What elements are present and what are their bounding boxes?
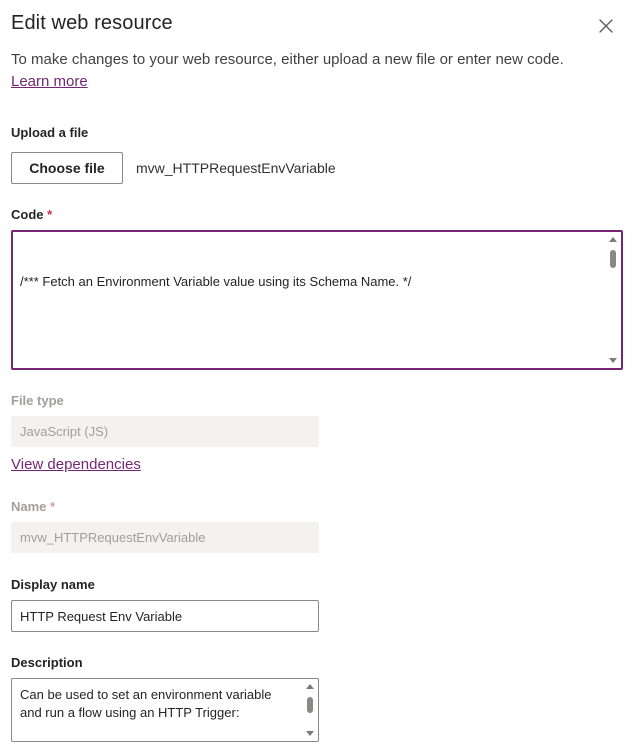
view-dependencies-link[interactable]: View dependencies bbox=[11, 456, 141, 473]
description-line bbox=[20, 740, 302, 742]
display-name-label: Display name bbox=[11, 577, 95, 592]
scroll-up-arrow-icon[interactable] bbox=[306, 684, 314, 689]
uploaded-file-name: mvw_HTTPRequestEnvVariable bbox=[136, 160, 336, 176]
close-icon bbox=[594, 14, 618, 38]
file-type-label: File type bbox=[11, 393, 64, 408]
code-label-text: Code bbox=[11, 207, 44, 222]
code-label bbox=[11, 207, 52, 222]
scroll-down-arrow-icon[interactable] bbox=[609, 358, 617, 363]
upload-label: Upload a file bbox=[11, 125, 89, 140]
choose-file-button[interactable]: Choose file bbox=[11, 152, 123, 184]
required-marker: * bbox=[50, 499, 56, 514]
panel-title: Edit web resource bbox=[11, 12, 173, 34]
name-label bbox=[11, 499, 55, 514]
required-marker: * bbox=[47, 207, 53, 222]
description-content bbox=[20, 686, 302, 742]
intro-text: To make changes to your web resource, either upload a new file or enter new code. bbox=[11, 51, 564, 68]
display-name-input[interactable]: HTTP Request Env Variable bbox=[11, 600, 319, 632]
scroll-thumb[interactable] bbox=[610, 250, 616, 268]
close-button[interactable] bbox=[594, 14, 618, 38]
description-label: Description bbox=[11, 655, 83, 670]
file-type-field: JavaScript (JS) bbox=[11, 416, 319, 447]
description-line bbox=[20, 722, 302, 740]
scroll-down-arrow-icon[interactable] bbox=[306, 731, 314, 736]
code-line: /*** Fetch an Environment Variable value using its Schema Name. */ bbox=[20, 274, 412, 289]
code-editor[interactable] bbox=[11, 230, 623, 370]
description-line: Can be used to set an environment variable bbox=[20, 687, 272, 702]
learn-more-link[interactable]: Learn more bbox=[11, 73, 88, 90]
description-line: and run a flow using an HTTP Trigger: bbox=[20, 705, 240, 720]
description-textarea[interactable] bbox=[11, 678, 319, 742]
name-field: mvw_HTTPRequestEnvVariable bbox=[11, 522, 319, 553]
code-line bbox=[20, 324, 411, 341]
code-scrollbar[interactable] bbox=[607, 234, 619, 366]
scroll-thumb[interactable] bbox=[307, 697, 313, 713]
name-label-text: Name bbox=[11, 499, 47, 514]
description-scrollbar[interactable] bbox=[304, 681, 316, 739]
scroll-up-arrow-icon[interactable] bbox=[609, 237, 617, 242]
code-content bbox=[20, 239, 411, 370]
